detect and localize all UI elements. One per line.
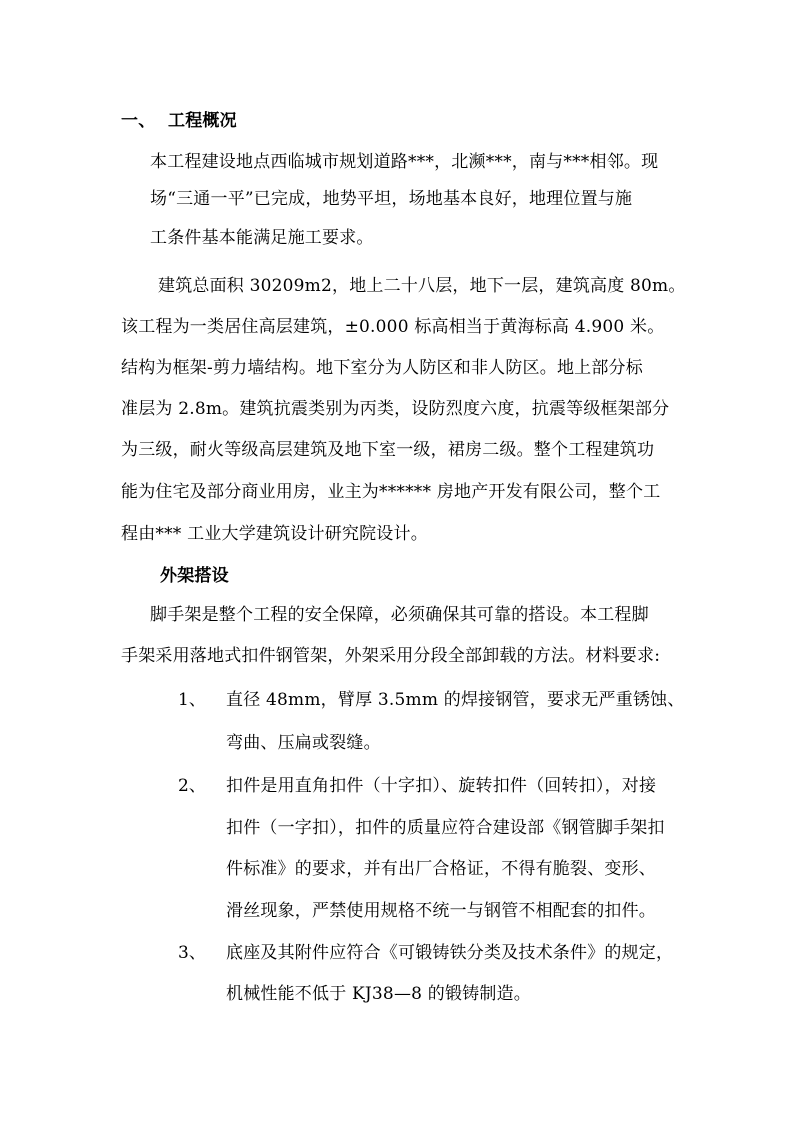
paragraph-line: 场“三通一平”已完成，地势平坦，场地基本良好，地理位置与施: [150, 189, 633, 209]
section-number: 一、: [121, 111, 156, 131]
list-item-line: 扣件（一字扣），扣件的质量应符合建设部《钢管脚手架扣: [226, 818, 665, 838]
list-item-line: 扣件是用直角扣件（十字扣）、旋转扣件（回转扣），对接: [226, 776, 657, 796]
paragraph-line: 手架采用落地式扣件钢管架，外架采用分段全部卸载的方法。材料要求:: [121, 646, 661, 666]
paragraph-line: 建筑总面积 30209m2，地上二十八层，地下一层，建筑高度 80m。: [158, 276, 686, 296]
list-item-number: 2、: [178, 776, 206, 796]
paragraph-line: 本工程建设地点西临城市规划道路***，北濒***，南与***相邻。现: [150, 152, 659, 172]
list-item-number: 1、: [178, 690, 206, 710]
paragraph-line: 结构为框架-剪力墙结构。地下室分为人防区和非人防区。地上部分标: [121, 358, 643, 378]
list-item-line: 滑丝现象，严禁使用规格不统一与钢管不相配套的扣件。: [226, 901, 656, 921]
list-item-line: 底座及其附件应符合《可锻铸铁分类及技术条件》的规定，: [226, 943, 674, 963]
paragraph-line: 能为住宅及部分商业用房，业主为****** 房地产开发有限公司，整个工: [121, 482, 661, 502]
section-title: 工程概况: [168, 111, 237, 131]
list-item-number: 3、: [178, 943, 206, 963]
paragraph-line: 该工程为一类居住高层建筑，±0.000 标高相当于黄海标高 4.900 米。: [121, 317, 665, 337]
paragraph-line: 工条件基本能满足施工要求。: [150, 228, 374, 248]
subsection-title: 外架搭设: [160, 566, 229, 586]
list-item-line: 弯曲、压扁或裂缝。: [226, 733, 381, 753]
list-item-line: 件标准》的要求，并有出厂合格证，不得有脆裂、变形、: [226, 859, 656, 879]
paragraph-line: 为三级，耐火等级高层建筑及地下室一级，裙房二级。整个工程建筑功: [121, 440, 655, 460]
list-item-line: 直径 48mm，臂厚 3.5mm 的焊接钢管，要求无严重锈蚀、: [226, 690, 685, 710]
paragraph-line: 程由*** 工业大学建筑设计研究院设计。: [121, 524, 428, 544]
paragraph-line: 准层为 2.8m。建筑抗震类别为丙类，设防烈度六度，抗震等级框架部分: [121, 399, 670, 419]
list-item-line: 机械性能不低于 KJ38—8 的锻铸制造。: [226, 984, 531, 1004]
paragraph-line: 脚手架是整个工程的安全保障，必须确保其可靠的搭设。本工程脚: [150, 605, 649, 625]
